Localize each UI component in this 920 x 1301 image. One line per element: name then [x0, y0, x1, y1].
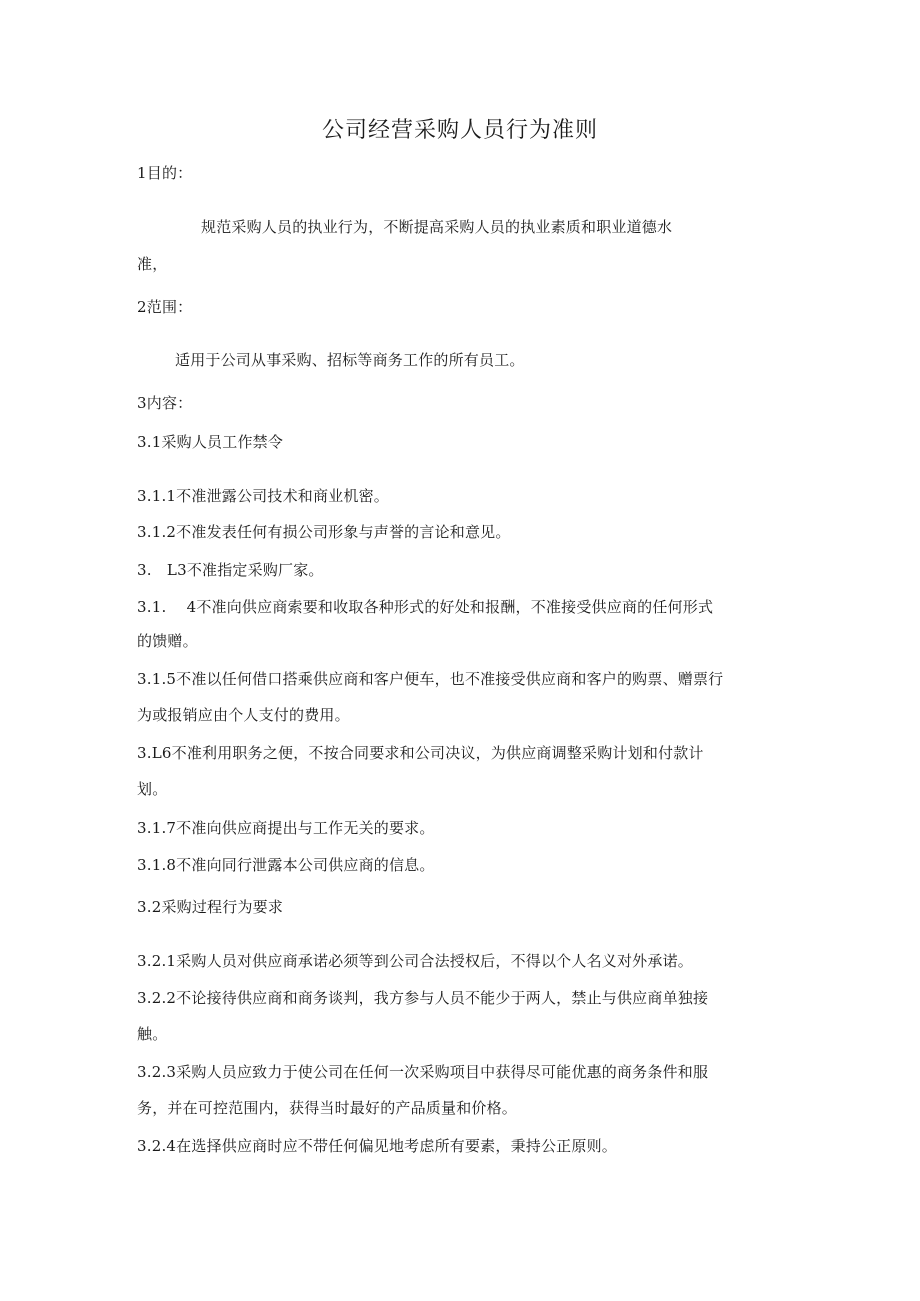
clause-3-2-3-line-1: 3.2.3采购人员应致力于使公司在任何一次采购项目中获得尽可能优惠的商务条件和服	[137, 1063, 709, 1081]
clause-3-1-3: 3. L3不准指定采购厂家。	[137, 561, 324, 579]
clause-3-1-6-line-1: 3.L6不准利用职务之便，不按合同要求和公司决议，为供应商调整采购计划和付款计	[137, 744, 704, 762]
clause-3-2-4: 3.2.4在选择供应商时应不带任何偏见地考虑所有要素，秉持公正原则。	[137, 1137, 617, 1155]
clause-3-1-8: 3.1.8不准向同行泄露本公司供应商的信息。	[137, 856, 435, 874]
section-1-heading: 1目的：	[137, 164, 193, 182]
purpose-paragraph-line-2: 准，	[137, 255, 168, 273]
clause-3-2-2-line-1: 3.2.2不论接待供应商和商务谈判，我方参与人员不能少于两人，禁止与供应商单独接	[137, 989, 709, 1007]
clause-3-2-2-line-2: 触。	[137, 1025, 168, 1043]
clause-3-2-3-line-2: 务，并在可控范围内，获得当时最好的产品质量和价格。	[137, 1099, 518, 1117]
clause-3-1-7: 3.1.7不准向供应商提出与工作无关的要求。	[137, 819, 435, 837]
section-3-2-heading: 3.2采购过程行为要求	[137, 898, 284, 916]
clause-3-1-4-line-2: 的馈赠。	[137, 632, 198, 650]
purpose-paragraph-line-1: 规范采购人员的执业行为，不断提高采购人员的执业素质和职业道德水	[201, 218, 673, 236]
section-3-1-heading: 3.1采购人员工作禁令	[137, 433, 284, 451]
scope-paragraph: 适用于公司从事采购、招标等商务工作的所有员工。	[175, 351, 525, 369]
section-3-heading: 3内容：	[137, 394, 193, 412]
document-title: 公司经营采购人员行为准则	[321, 118, 598, 143]
clause-3-1-5-line-2: 为或报销应由个人支付的费用。	[137, 706, 350, 724]
clause-3-1-4-line-1: 3.1. 4不准向供应商索要和收取各种形式的好处和报酬，不准接受供应商的任何形式	[137, 598, 714, 616]
clause-3-1-6-line-2: 划。	[137, 780, 168, 798]
clause-3-1-2: 3.1.2不准发表任何有损公司形象与声誉的言论和意见。	[137, 523, 511, 541]
clause-3-2-1: 3.2.1采购人员对供应商承诺必须等到公司合法授权后，不得以个人名义对外承诺。	[137, 952, 693, 970]
section-2-heading: 2范围：	[137, 298, 193, 316]
clause-3-1-5-line-1: 3.1.5不准以任何借口搭乘供应商和客户便车，也不准接受供应商和客户的购票、赠票行	[137, 670, 724, 688]
clause-3-1-1: 3.1.1不准泄露公司技术和商业机密。	[137, 487, 389, 505]
